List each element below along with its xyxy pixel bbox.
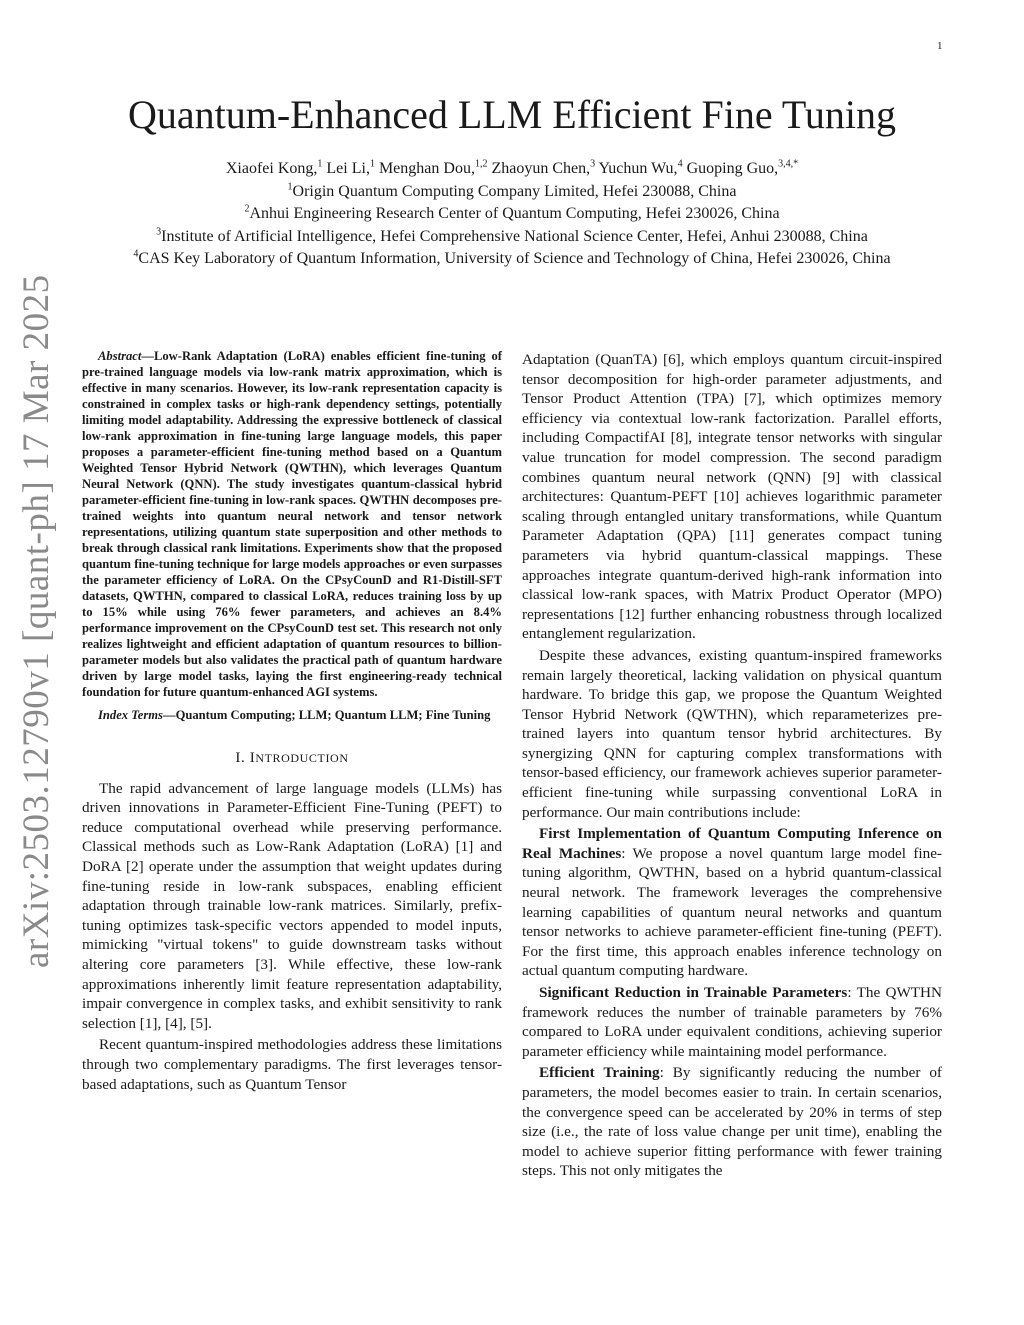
affiliation: $^4$CAS Key Laboratory of Quantum Information, University of Science and Technology of China, Hefei 230026, China: [133, 248, 891, 267]
body-paragraph: Adaptation (QuanTA) [6], which employs quantum circuit-inspired tensor decomposition for high-order parameter adjustments, and Tensor Product Attention (TPA) [7], which optimizes memory efficiency via contextual low-rank factorization. Parallel efforts, including CompactifAI [8], integrate tensor networks with singular value truncation for model compression. The second paradigm combines quantum neural network (QNN) [9] with classical architectures: Quantum-PEFT [10] achieves logarithmic parameter scaling through entangled unitary transformations, while Quantum Parameter Adaptation (QPA) [11] generates compact tuning parameters via hybrid quantum-classical mappings. These approaches integrate quantum-derived high-rank information into classical low-rank spaces, with Matrix Product Operator (MPO) representations [12] further enhancing robustness through localized entanglement regularization.: [522, 351, 942, 643]
body-paragraph: Recent quantum-inspired methodologies address these limitations through two complementary paradigms. The first leverages tensor-based adaptations, such as Quantum Tensor: [82, 1036, 502, 1093]
author-list: [70, 158, 954, 181]
author: Xiaofei Kong,$^1$: [225, 158, 323, 177]
affiliation: $^3$Institute of Artificial Intelligence, Hefei Comprehensive National Science Center, Hefei, Anhui 230088, China: [156, 226, 868, 245]
author: Lei Li,$^1$: [326, 158, 375, 177]
author-block: [70, 158, 954, 271]
contribution-item: First Implementation of Quantum Computing Inference on Real Machines: We propose a novel quantum large model fine-tuning algorithm, QWTHN, based on a hybrid quantum-classical neural network. The framework leverages the comprehensive learning capabilities of quantum neural networks and quantum tensor networks to achieve parameter-efficient fine-tuning (PEFT). For the first time, this approach enables inference technology on actual quantum computing hardware.: [522, 825, 942, 980]
body-paragraph: The rapid advancement of large language models (LLMs) has driven innovations in Parameter-Efficient Fine-Tuning (PEFT) to reduce computational overhead while preserving performance. Classical methods such as Low-Rank Adaptation (LoRA) [1] and DoRA [2] operate under the assumption that weight updates during fine-tuning reside in low-rank subspaces, enabling efficient adaptation through trainable low-rank matrices. Similarly, prefix-tuning optimizes task-specific vectors appended to model inputs, mimicking "virtual tokens" to guide downstream tasks without altering core parameters [3]. While effective, these low-rank approximations inherently limit feature representation adaptability, impair convergence in complex tasks, and exhibit sensitivity to rank selection [1], [4], [5].: [82, 779, 502, 1032]
arxiv-identifier[interactable]: arXiv:2503.12790v1 [quant-ph] 17 Mar 2025: [16, 274, 57, 968]
section-heading-introduction: I. INTRODUCTION: [235, 750, 349, 766]
author: Yuchun Wu,$^4$: [598, 158, 683, 177]
page-number: 1: [937, 40, 943, 52]
affiliation: $^1$Origin Quantum Computing Company Limited, Hefei 230088, China: [287, 181, 737, 200]
paper-title: Quantum-Enhanced LLM Efficient Fine Tuning: [127, 92, 897, 137]
author: Zhaoyun Chen,$^3$: [491, 158, 596, 177]
right-column: [522, 348, 942, 1181]
left-column: [82, 348, 502, 1094]
index-terms: Index Terms—Quantum Computing; LLM; Quantum LLM; Fine Tuning: [98, 708, 491, 722]
affiliation: $^2$Anhui Engineering Research Center of Quantum Computing, Hefei 230026, China: [244, 203, 780, 222]
author: Guoping Guo,$^{3,4,*}$: [686, 158, 799, 177]
body-paragraph: Despite these advances, existing quantum-inspired frameworks remain largely theoretical, lacking validation on physical quantum hardware. To bridge this gap, we propose the Quantum Weighted Tensor Hybrid Network (QWTHN), which reparameterizes pre-trained layers into quantum tensor hybrid architectures. By synergizing QNN for capturing complex transformations with tensor-based efficiency, our framework achieves superior parameter-efficient fine-tuning while surpassing conventional LoRA in performance. Our main contributions include:: [522, 646, 942, 821]
abstract: Abstract—Low-Rank Adaptation (LoRA) enables efficient fine-tuning of pre-trained language models via low-rank matrix approximation, which is effective in many scenarios. However, its low-rank representation capacity is constrained in complex tasks or high-rank dependency settings, potentially limiting model adaptability. Addressing the expressive bottleneck of classical low-rank approximation in fine-tuning large language models, this paper proposes a parameter-efficient fine-tuning method based on a Quantum Weighted Tensor Hybrid Network (QWTHN), which leverages Quantum Neural Network (QNN). The study investigates quantum-classical hybrid parameter-efficient fine-tuning in low-rank spaces. QWTHN decomposes pre-trained weights into quantum neural network and tensor network representations, utilizing quantum state superposition and other methods to break through classical rank limitations. Experiments show that the proposed quantum fine-tuning technique for large models approaches or even surpasses the parameter efficiency of LoRA. On the CPsyCounD and R1-Distill-SFT datasets, QWTHN, compared to classical LoRA, reduces training loss by up to 15% while using 76% fewer parameters, and achieves an 8.4% performance improvement on the CPsyCounD test set. This research not only realizes lightweight and efficient adaptation of quantum resources to billion-parameter models but also validates the practical path of quantum hardware driven by large model tasks, laying the first engineering-ready technical foundation for future quantum-enhanced AGI systems.: [82, 349, 502, 699]
author: Menghan Dou,$^{1,2}$: [378, 158, 488, 177]
contribution-item: Efficient Training: By significantly reducing the number of parameters, the model becomes easier to train. In certain scenarios, the convergence speed can be accelerated by 20% in terms of step size (i.e., the rate of loss value change per unit time), enabling the model to achieve superior fitting performance with fewer training steps. This not only mitigates the: [522, 1064, 942, 1180]
contribution-item: Significant Reduction in Trainable Parameters: The QWTHN framework reduces the number of trainable parameters by 76% compared to LoRA under equivalent conditions, achieving superior parameter efficiency while maintaining model performance.: [522, 984, 942, 1060]
